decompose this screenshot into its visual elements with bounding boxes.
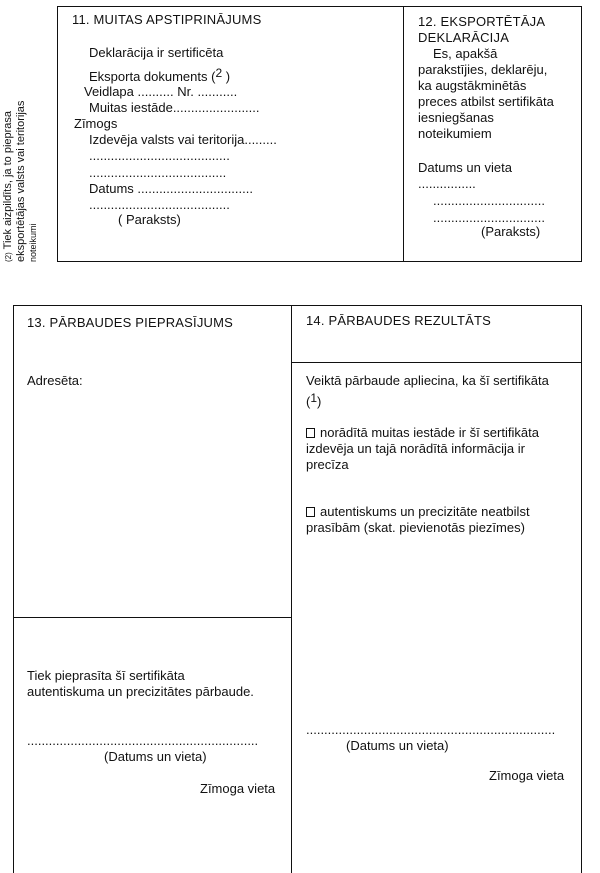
option1-checkbox[interactable] [306,428,315,438]
lower-top-border [13,305,582,306]
box11-line7: ....................................... [89,148,230,163]
box13-stamp: Zīmoga vieta [200,781,276,796]
option2-checkbox[interactable] [306,507,315,517]
box11-title: 11. MUITAS APSTIPRINĀJUMS [72,12,262,27]
lower-left-border [13,305,14,873]
box11-line3: Veidlapa .......... Nr. ........... [84,84,238,99]
box12-body6: noteikumiem [418,126,492,141]
box12-title2: DEKLARĀCIJA [418,30,510,45]
box13-title: 13. PĀRBAUDES PIEPRASĪJUMS [27,315,234,330]
box11-line4: Muitas iestāde........................ [89,100,260,115]
box12-body5: iesniegšanas [418,110,494,125]
footnote-line1: Tiek aizpildīts, ja to pieprasa [2,110,14,250]
box13-inner-divider [13,617,291,618]
box12-dots3: ............................... [433,210,545,225]
lower-divider [291,305,292,873]
lower-right-border [581,305,582,873]
box14-option1-line3: precīza [306,457,349,472]
box13-request1: Tiek pieprasīta šī sertifikāta [27,668,185,683]
box14-dots: ..................................................................... [306,722,556,737]
box14-title-divider [291,362,582,363]
box11-line5: Zīmogs [74,116,118,131]
box11-line2: Eksporta dokuments (2 ) [89,66,231,84]
box11-line10: ....................................... [89,197,230,212]
box11-line9: Datums ................................ [89,181,253,196]
box12-body1: Es, apakšā [433,46,498,61]
box13-request2: autentiskuma un precizitātes pārbaude. [27,684,254,699]
box11-line6: Izdevēja valsts vai teritorija......... [89,132,277,147]
box12-dots2: ............................... [433,193,545,208]
box14-stamp: Zīmoga vieta [489,768,565,783]
box11-signature: ( Paraksts) [118,212,181,227]
box13-date-place: (Datums un vieta) [104,749,207,764]
box11-line1: Deklarācija ir sertificēta [89,45,224,60]
footnote-vertical [2,101,39,262]
box14-option1-line2: izdevēja un tajā norādītā informācija ir [306,441,525,456]
box14-option1: norādītā muitas iestāde ir šī sertifikāta [306,425,539,440]
box11-line8: ...................................... [89,165,227,180]
box12-signature: (Paraksts) [481,224,541,239]
box12-body4: preces atbilst sertifikāta [418,94,554,109]
box13-dots: ................................................................ [27,733,259,748]
box12-body3: ka augstākminētās [418,78,527,93]
box12-body2: parakstījies, deklarēju, [418,62,548,77]
footnote-marker: (2) [4,252,13,262]
footnote-line2: eksportētājas valsts vai teritorijas [15,100,27,262]
box14-option2-line2: prasībām (skat. pievienotās piezīmes) [306,520,525,535]
box14-intro2: (1) [306,391,322,409]
footnote-line3: noteikumi [28,223,38,262]
box14-title: 14. PĀRBAUDES REZULTĀTS [306,313,491,328]
box13-addressee: Adresēta: [27,373,83,388]
box14-option2: autentiskums un precizitāte neatbilst [306,504,530,519]
box12-title1: 12. EKSPORTĒTĀJA [418,14,546,29]
box14-date-place: (Datums un vieta) [346,738,449,753]
upper-divider [403,6,404,262]
box12-dots1: ................ [418,176,476,191]
box14-intro1: Veiktā pārbaude apliecina, ka šī sertifikāta [306,373,549,388]
box12-date-place: Datums un vieta [418,160,512,175]
